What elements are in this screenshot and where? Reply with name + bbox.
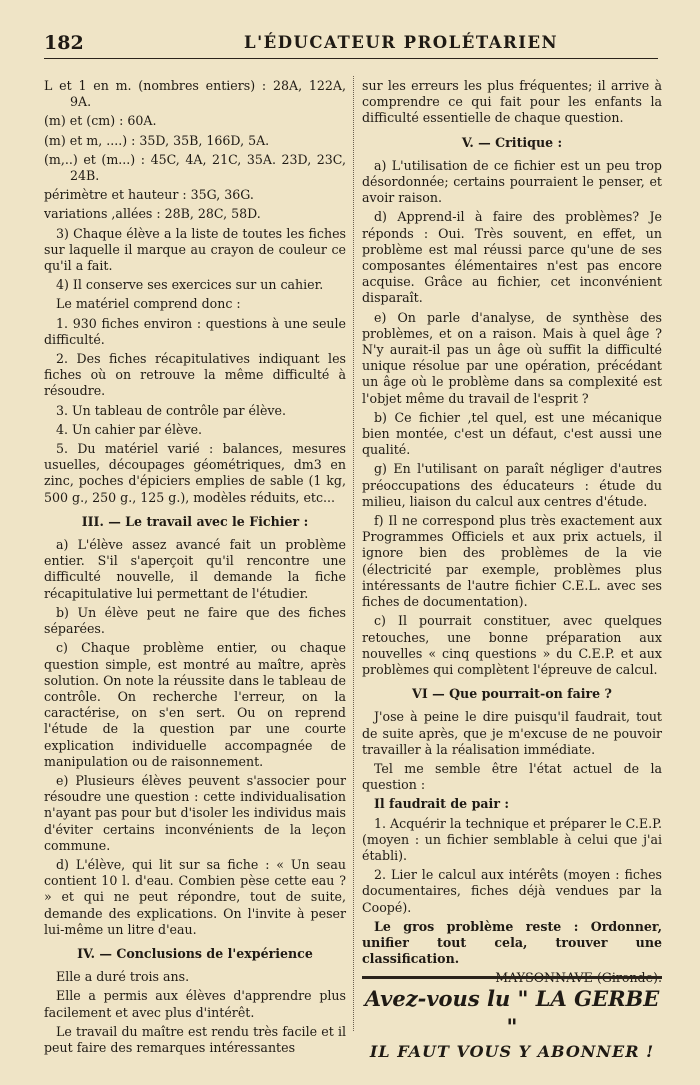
paragraph: 3. Un tableau de contrôle par élève. (56, 402, 286, 418)
paragraph: périmètre et hauteur : 35G, 36G. (44, 187, 254, 203)
paragraph: f) Il ne correspond plus très exactement aux Programmes Officiels et aux prix actuels, il ignore bien des problèmes de la vie (électricité par exemple, problèmes plus intéressants de l'autre fichier C.E.L. avec ses fiches de documentation). (362, 513, 662, 610)
paragraph: 1. 930 fiches environ : questions à une seule difficulté. (44, 315, 346, 347)
paragraph: b) Un élève peut ne faire que des fiches séparées. (44, 604, 346, 637)
paragraph: Tel me semble être l'état actuel de la question : (362, 760, 662, 793)
section-heading: IV. — Conclusions de l'expérience (77, 945, 313, 961)
page-header (44, 30, 658, 59)
paragraph: e) On parle d'analyse, de synthèse des problèmes, et on a raison. Mais à quel âge ? N'y aurait-il pas un âge où suffit la difficulté unique résolue par une opération, précédant un âge où le problème dans sa complexité est l'objet même du travail de l'esprit ? (362, 309, 662, 406)
section-heading: VI — Que pourrait-on faire ? (412, 686, 612, 702)
paragraph: a) L'élève assez avancé fait un problème entier. S'il s'aperçoit qu'il rencontre une difficulté nouvelle, il demande la fiche récapitulative lui permettant de l'étudier. (44, 537, 346, 601)
paragraph: 1. Acquérir la technique et préparer le C.E.P. (moyen : un fichier semblable à celui que j'ai établi). (362, 815, 662, 863)
paragraph: L et 1 en m. (nombres entiers) : 28A, 122A, 9A. (44, 78, 346, 110)
paragraph: variations ,allées : 28B, 28C, 58D. (44, 206, 261, 222)
paragraph: 2. Lier le calcul aux intérêts (moyen : fiches documentaires, fiches déjà vendues par la Coopé). (362, 867, 662, 915)
paragraph: (m,..) et (m...) : 45C, 4A, 21C, 35A. 23D, 23C, 24B. (44, 151, 346, 184)
paragraph: (m) et (cm) : 60A. (44, 113, 157, 129)
paragraph: Elle a duré trois ans. (56, 969, 190, 985)
paragraph: g) En l'utilisant on paraît négliger d'autres préoccupations des éducateurs : étude du milieu, liaison du calcul aux centres d'étude. (362, 461, 662, 509)
paragraph: 2. Des fiches récapitulatives indiquant les fiches où on retrouve la même difficulté à résoudre. (44, 351, 346, 399)
advertisement (362, 976, 662, 1063)
paragraph: 5. Du matériel varié : balances, mesures usuelles, découpages géométriques, dm3 en zinc, poches d'épiciers emplies de sable (1 kg, 500 g., 250 g., 125 g.), modèles réduits, etc... (44, 441, 346, 505)
column-divider (353, 76, 354, 1031)
paragraph: e) Plusieurs élèves peuvent s'associer pour résoudre une question : cette individualisation n'ayant pas pour but d'isoler les individus mais d'éviter certains inconvénients de la leçon commune. (44, 772, 346, 853)
paragraph: (m) et m, ....) : 35D, 35B, 166D, 5A. (44, 132, 270, 148)
paragraph: J'ose à peine le dire puisqu'il faudrait, tout de suite après, que je m'excuse de ne pouvoir travailler à la réalisation immédiate. (362, 709, 662, 757)
paragraph: Le gros problème reste : Ordonner, unifier tout cela, trouver une classification. (362, 918, 662, 967)
page-number: 182 (44, 32, 84, 54)
paragraph: 4) Il conserve ses exercices sur un cahier. (56, 277, 324, 293)
paragraph: d) L'élève, qui lit sur sa fiche : « Un seau contient 10 l. d'eau. Combien pèse cette eau ? » et qui ne peut répondre, tout de suite, demande des explications. On l'invite à peser lui-même un litre d'eau. (44, 856, 346, 937)
paragraph: Elle a permis aux élèves d'apprendre plus facilement et avec plus d'intérêt. (44, 988, 346, 1020)
paragraph: Il faudrait de pair : (374, 796, 510, 812)
paragraph: sur les erreurs les plus fréquentes; il arrive à comprendre ce qui fait pour les enfants la difficulté essentielle de chaque question. (362, 78, 662, 126)
ad-headline: Avez-vous lu " LA GERBE " (364, 986, 660, 1039)
ad-subline: IL FAUT VOUS Y ABONNER ! (369, 1042, 655, 1061)
section-heading: V. — Critique : (461, 134, 563, 150)
paragraph: d) Apprend-il à faire des problèmes? Je réponds : Oui. Très souvent, en effet, un problème est mal réussi parce qu'une de ses composantes élémentaires n'est pas encore acquise. Grâce au fichier, cet inconvénient disparaît. (362, 209, 662, 306)
paragraph: c) Il pourrait constituer, avec quelques retouches, une bonne préparation aux nouvelles « cinq questions » du C.E.P. et aux problèmes qui complètent l'épreuve de calcul. (362, 613, 662, 677)
paragraph: Le matériel comprend donc : (56, 296, 241, 312)
paragraph: Le travail du maître est rendu très facile et il peut faire des remarques intéressantes (44, 1023, 346, 1055)
paragraph: c) Chaque problème entier, ou chaque question simple, est montré au maître, après solution. On note la réussite dans le tableau de contrôle. On recherche l'erreur, on la caractérise, on s'en sert. Ou on reprend l'étude de la question par une courte explication individuelle accompagnée de manipulation ou de raisonnement. (44, 640, 346, 769)
right-column (362, 78, 662, 990)
signature: MAYSONNAVE (Gironde). (495, 970, 662, 986)
paragraph: b) Ce fichier ,tel quel, est une mécanique bien montée, c'est un défaut, c'est aussi une qualité. (362, 409, 662, 458)
section-heading: III. — Le travail avec le Fichier : (81, 513, 309, 529)
left-column (44, 78, 346, 1059)
paragraph: a) L'utilisation de ce fichier est un peu trop désordonnée; certains pourraient le penser, et avoir raison. (362, 157, 662, 206)
paragraph: 3) Chaque élève a la liste de toutes les fiches sur laquelle il marque au crayon de couleur ce qu'il a fait. (44, 225, 346, 274)
paragraph: 4. Un cahier par élève. (56, 421, 203, 437)
running-title: L'ÉDUCATEUR PROLÉTARIEN (244, 33, 559, 52)
